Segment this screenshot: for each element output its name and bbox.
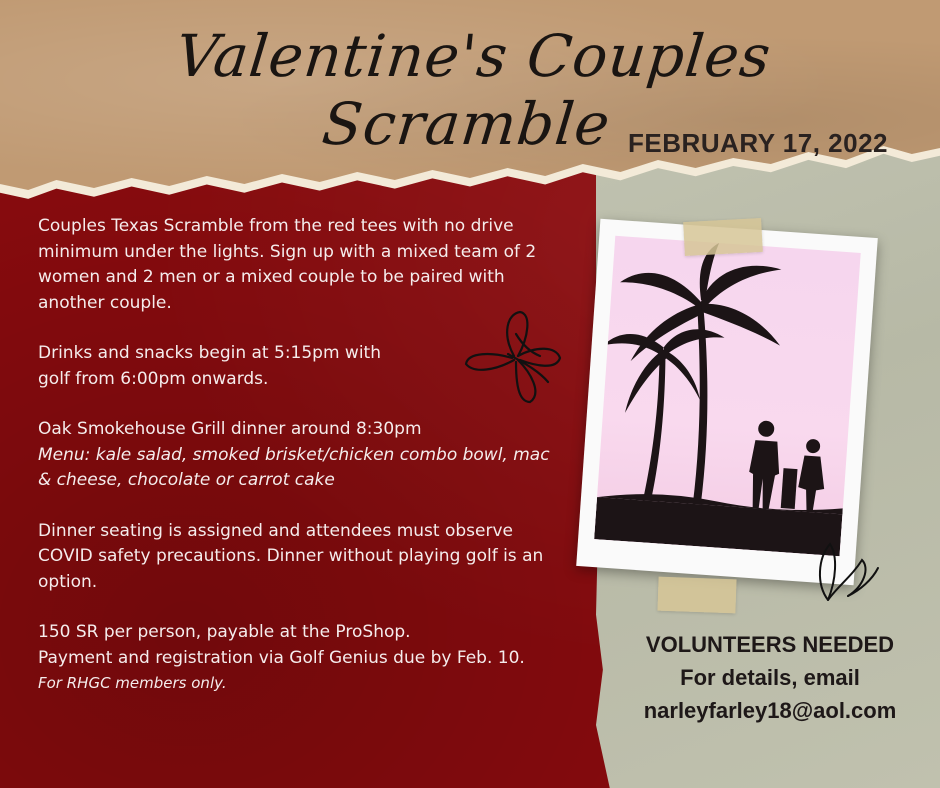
tape-bottom [657,577,736,614]
tape-top [683,218,763,256]
flower-doodle-icon [452,304,582,414]
volunteers-block [610,628,930,727]
couple-golfers-silhouette [747,420,829,513]
schedule-line-1: Drinks and snacks begin at 5:15pm with [38,343,381,363]
eligibility-line: For RHGC members only. [38,674,227,692]
seating-paragraph: Dinner seating is assigned and attendees must observe COVID safety precautions. Dinner without playing golf is an option. [38,520,544,592]
palm-tree-silhouette [594,236,861,556]
volunteers-heading: VOLUNTEERS NEEDED [645,632,895,657]
schedule-line-2: golf from 6:00pm onwards. [38,368,269,389]
event-date: FEBRUARY 17, 2022 [628,128,888,158]
registration-line: Payment and registration via Golf Genius due by Feb. 10. [38,647,525,668]
menu-line: Menu: kale salad, smoked brisket/chicken combo bowl, mac & cheese, chocolate or carrot cake [38,444,550,490]
dinner-line: Oak Smokehouse Grill dinner around 8:30pm [38,419,422,439]
dinner-paragraph [38,417,568,494]
leaf-squiggle-icon [808,526,888,606]
intro-paragraph: Couples Texas Scramble from the red tees with no drive minimum under the lights. Sign up with a mixed team of 2 women and 2 men or a mixed couple to be paired with another couple. [38,216,537,313]
event-details [38,214,568,722]
volunteers-details-line: For details, email [680,665,860,690]
price-paragraph [38,620,568,697]
volunteers-email[interactable]: narleyfarley18@aol.com [643,698,897,723]
price-line: 150 SR per person, payable at the ProShop. [38,622,411,642]
photo-scene [594,236,861,556]
event-title: Valentine's Couples Scramble [172,22,775,158]
